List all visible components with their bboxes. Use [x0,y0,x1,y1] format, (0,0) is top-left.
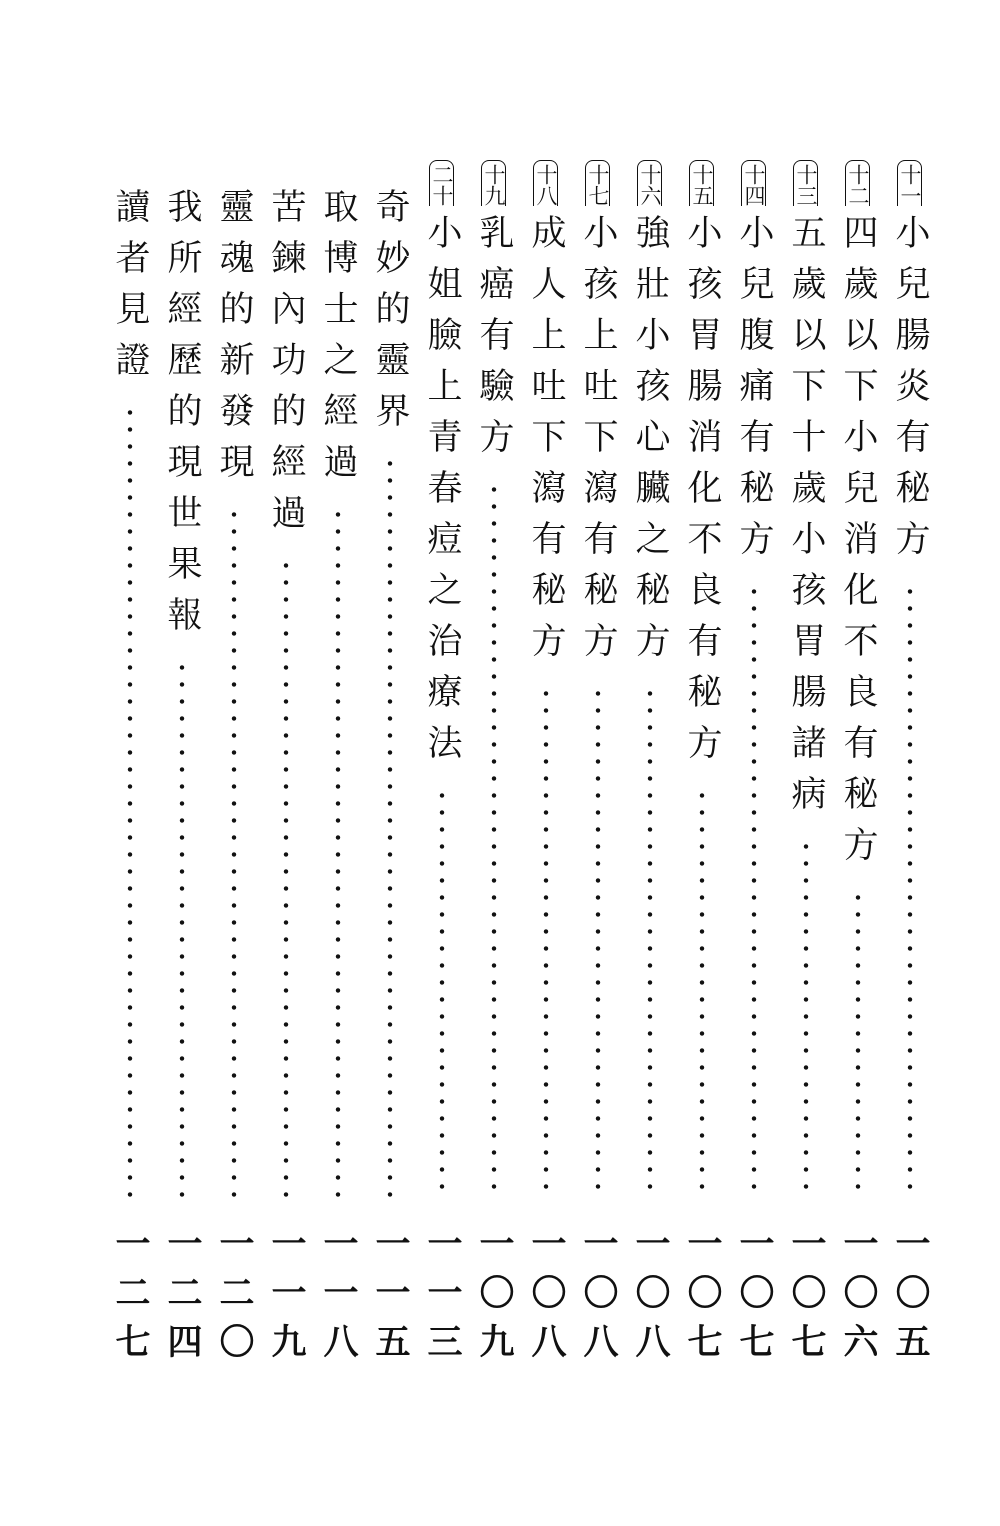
toc-entry-number: 十一 [897,160,922,206]
toc-entry[interactable] [157,160,207,1372]
dot-leader [439,787,445,1200]
toc-entry-title [833,160,883,877]
toc-entry-page-number: 一一三 [422,1225,463,1372]
toc-entry-title [469,160,519,469]
toc-entry-page-number: 一〇六 [838,1225,879,1372]
toc-entry-text: 我所經歷的現世果報 [162,188,202,647]
toc-entry-title [417,160,467,775]
toc-entry-title [209,188,259,494]
toc-entry-number: 十六 [637,160,662,206]
toc-entry-page-number: 一一五 [370,1225,411,1372]
toc-entry-text: 強壯小孩心臟之秘方 [630,214,670,673]
dot-leader [335,506,341,1200]
toc-entry-page-number: 一二七 [110,1225,151,1372]
toc-entry-page-number: 一一九 [266,1225,307,1372]
toc-entry-page-number: 一〇七 [682,1225,723,1372]
toc-entry-text: 苦鍊內功的經過 [266,188,306,545]
toc-entry-title [885,160,935,571]
toc-entry[interactable] [417,160,467,1372]
dot-leader [231,506,237,1200]
toc-entry-text: 讀者見證 [110,188,150,392]
toc-entry-title [729,160,779,571]
toc-entry[interactable] [573,160,623,1372]
toc-entry[interactable] [625,160,675,1372]
toc-entry-text: 小姐臉上青春痘之治療法 [422,214,462,775]
toc-entry-text: 成人上吐下瀉有秘方 [526,214,566,673]
toc-entry-page-number: 一二四 [162,1225,203,1372]
toc-entry-text: 靈魂的新發現 [214,188,254,494]
toc-entry-page-number: 一〇八 [578,1225,619,1372]
dot-leader [595,685,601,1200]
toc-entry[interactable] [365,160,415,1372]
toc-entry[interactable] [833,160,883,1372]
toc-entry-number: 二十 [429,160,454,206]
toc-entry-text: 小孩上吐下瀉有秘方 [578,214,618,673]
dot-leader [127,404,133,1200]
toc-entry-text: 小孩胃腸消化不良有秘方 [682,214,722,775]
toc-entry-title [625,160,675,673]
toc-entry[interactable] [677,160,727,1372]
toc-entry-text: 五歲以下十歲小孩胃腸諸病 [786,214,826,826]
toc-entry[interactable] [521,160,571,1372]
toc-entry[interactable] [105,160,155,1372]
toc-entry-number: 十五 [689,160,714,206]
toc-entry-title [157,188,207,647]
dot-leader [387,455,393,1200]
toc-entry[interactable] [261,160,311,1372]
toc-entry[interactable] [729,160,779,1372]
toc-entry-number: 十四 [741,160,766,206]
dot-leader [803,838,809,1200]
toc-entry[interactable] [313,160,363,1372]
dot-leader [179,659,185,1200]
toc-entry-text: 乳癌有驗方 [474,214,514,469]
dot-leader [283,557,289,1200]
toc-entry-text: 小兒腹痛有秘方 [734,214,774,571]
toc-entry[interactable] [209,160,259,1372]
dot-leader [855,889,861,1200]
toc-entry-page-number: 一〇五 [890,1225,931,1372]
toc-entry-text: 小兒腸炎有秘方 [890,214,930,571]
dot-leader [907,583,913,1200]
toc-entry-title [781,160,831,826]
toc-entry-page-number: 一〇九 [474,1225,515,1372]
toc-entry[interactable] [781,160,831,1372]
toc-entry-title [313,188,363,494]
dot-leader [647,685,653,1200]
toc-entry-number: 十二 [845,160,870,206]
toc-entry-page-number: 一〇八 [630,1225,671,1372]
toc-entry-number: 十八 [533,160,558,206]
dot-leader [751,583,757,1200]
toc-entry-page-number: 一〇七 [786,1225,827,1372]
toc-entry-page-number: 一一八 [318,1225,359,1372]
toc-entry-number: 十九 [481,160,506,206]
toc-entry-page-number: 一二〇 [214,1225,255,1372]
toc-entry[interactable] [469,160,519,1372]
toc-entry-title [677,160,727,775]
toc-entry-number: 十七 [585,160,610,206]
dot-leader [543,685,549,1200]
toc-entry[interactable] [885,160,935,1372]
toc-entry-text: 四歲以下小兒消化不良有秘方 [838,214,878,877]
toc-entry-title [573,160,623,673]
dot-leader [491,481,497,1200]
toc-entry-title [521,160,571,673]
toc-entry-title [365,188,415,443]
toc-entry-number: 十三 [793,160,818,206]
toc-entry-title [105,188,155,392]
toc-entry-text: 奇妙的靈界 [370,188,410,443]
dot-leader [699,787,705,1200]
toc-entry-text: 取博士之經過 [318,188,358,494]
toc-entry-title [261,188,311,545]
toc-entry-page-number: 一〇八 [526,1225,567,1372]
toc-entry-page-number: 一〇七 [734,1225,775,1372]
